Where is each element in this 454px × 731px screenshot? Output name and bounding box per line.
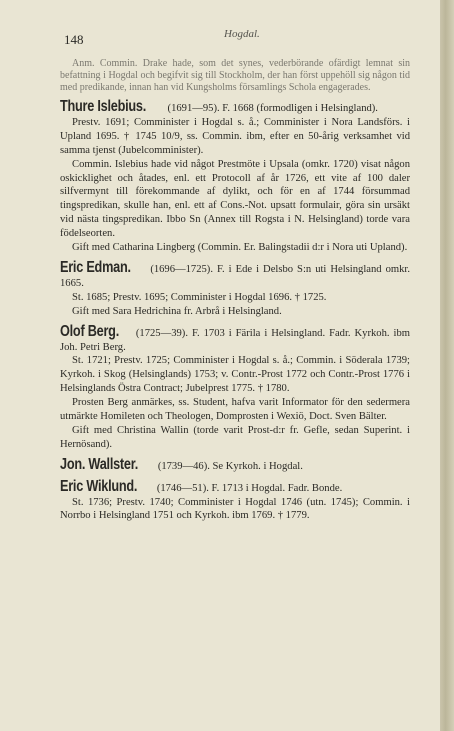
entry-paragraph: Commin. Islebius hade vid något Prestmöte i Upsala (omkr. 1720) visat någon oskicklighet och åtades, enl. ett Protocoll af år 1726, ett vite af 100 daler silfvermynt till förekommande af dylikt, och för en af 1744 försummad tingspredikan, skulle han, enl. ett af Cons.-Not. upsatt formulair, göra sin ursäkt vid nästa tingspredikan. Ibbo Sn (Annex till Rogsta i N. Helsingland) torde vara födelseorten.	[60, 158, 410, 240]
intro-line: församlings Schola engagerades.	[239, 82, 371, 93]
entry-dates: (1696—1725). F. i Ede i Delsbo S:n uti Helsingland omkr. 1665.	[60, 263, 410, 289]
intro-note	[60, 58, 410, 94]
entry-wiklund	[60, 477, 410, 524]
entry-name: Jon. Wallster.	[60, 455, 139, 473]
entry-dates: (1739—46). Se Kyrkoh. i Hogdal.	[157, 460, 303, 472]
entry-dates: (1746—51). F. 1713 i Hogdal. Fadr. Bonde.	[156, 482, 343, 494]
intro-line: lemnat sin befattning i Hogdal och begifvit sig till Stockholm, der han	[60, 58, 411, 81]
entry-islebius	[60, 100, 410, 255]
entry-name: Thure Islebius.	[60, 98, 147, 115]
entry-paragraph: Gift med Sara Hedrichina fr. Arbrå i Helsingland.	[72, 305, 282, 317]
book-spine	[440, 0, 454, 731]
running-head: Hogdal.	[224, 28, 260, 40]
entry-name: Eric Edman.	[60, 258, 131, 276]
intro-line: först uppehöll sig någon tid med predikande, innan han vid Kungsholms	[60, 70, 410, 93]
entry-dates: (1725—39). F. 1703 i Färila i Helsingland. Fadr. Kyrkoh. ibm Joh. Petri Berg.	[60, 327, 410, 353]
entry-berg	[60, 322, 410, 452]
entry-paragraph: St. 1736; Prestv. 1740; Comminister i Hogdal 1746 (utn. 1745); Commin. i Norrbo i Helsingland 1751 och Kyrkoh. ibm 1769. † 1779.	[60, 496, 410, 522]
page-header	[64, 28, 406, 46]
page-body	[60, 58, 410, 523]
entry-paragraph: St. 1721; Prestv. 1725; Comminister i Hogdal s. å.; Commin. i Söderala 1739; Kyrkoh. i Skog (Helsinglands) 1753; v. Contr.-Prost 1772 och Contr.-Prost 1776 i Helsinglands Östra Contract; Jubelprest 1775. † 1780.	[60, 355, 410, 395]
entry-paragraph: Gift med Catharina Lingberg (Commin. Er. Balingstadii d:r i Nora uti Upland).	[72, 242, 408, 254]
entry-paragraph: Prosten Berg anmärkes, ss. Student, hafva varit Informator för den sedermera utmärkte Homileten och Theologen, Domprosten i Wexiö, Doct. Sven Bälter.	[60, 397, 410, 423]
entry-wallster	[60, 455, 410, 474]
entry-paragraph: St. 1685; Prestv. 1695; Comminister i Hogdal 1696. † 1725.	[72, 291, 327, 303]
entry-dates: (1691—95). F. 1668 (formodligen i Helsingland).	[167, 103, 378, 114]
entry-edman	[60, 258, 410, 319]
entry-name: Eric Wiklund.	[60, 477, 138, 495]
entry-name: Olof Berg.	[60, 322, 119, 340]
entry-paragraph: Prestv. 1691; Comminister i Hogdal s. å.; Comminister i Nora Landsförs. i Upland 1695. † 1745 10/9, ss. Commin. ibm, efter en 50-årig verksamhet vid samma tjenst (Jubelcomminister).	[60, 116, 410, 156]
intro-line: Anm. Commin. Drake hade, som det synes, vederbörande ofärdigt	[72, 58, 361, 69]
entry-paragraph: Gift med Christina Wallin (torde varit Prost-d:r fr. Gefle, sedan Superint. i Hernösand).	[60, 424, 410, 450]
page-number: 148	[64, 32, 84, 47]
